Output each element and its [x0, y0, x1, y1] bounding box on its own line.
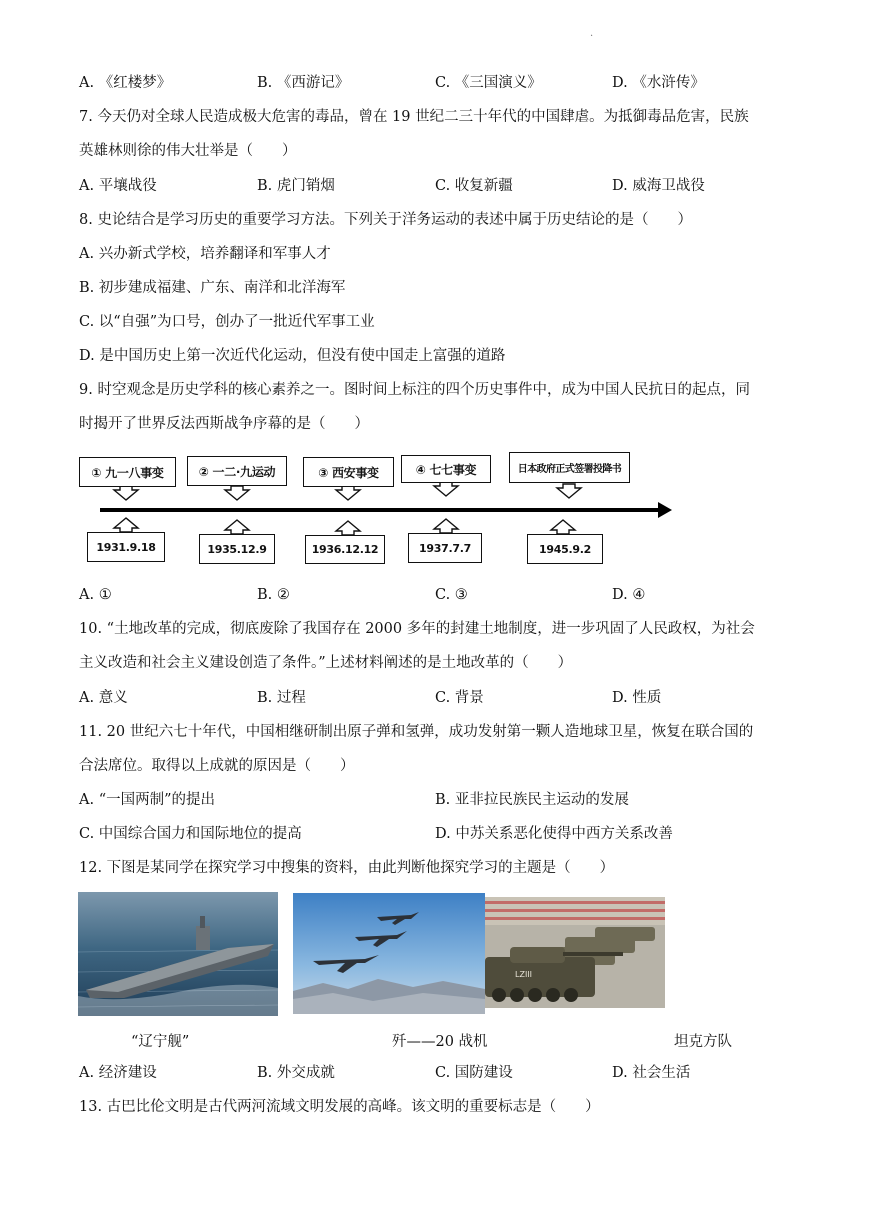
q11-stem-line1: 11. 20 世纪六七十年代，中国相继研制出原子弹和氢弹，成功发射第一颗人造地球卫星，恢复在联合国的: [79, 724, 754, 740]
q10-stem-line1: 10. “土地改革的完成，彻底废除了我国存在 2000 多年的封建土地制度，进一步巩固了人民政权，为社会: [79, 621, 755, 637]
up-arrow-1: [114, 518, 138, 532]
q9-option-b: B. ②: [257, 587, 290, 603]
up-arrow-2: [225, 520, 249, 534]
q8-stem: 8. 史论结合是学习历史的重要学习方法。下列关于洋务运动的表述中属于历史结论的是（ ）: [79, 212, 692, 228]
caption-liaoning: “辽宁舰”: [131, 1034, 190, 1050]
q9-stem-line1: 9. 时空观念是历史学科的核心素养之一。图时间上标注的四个历史事件中，成为中国人民抗日的起点，同: [79, 382, 750, 398]
q6-option-a: A. 《红楼梦》: [79, 75, 172, 91]
tank-marking: LZIII: [515, 970, 533, 979]
q7-stem-line1: 7. 今天仍对全球人民造成极大危害的毒品，曾在 19 世纪二三十年代的中国肆虐。为抵御毒品危害，民族: [79, 109, 749, 125]
timeline-date-1: 1931.9.18: [87, 532, 165, 562]
photo-tank-formation: [485, 897, 665, 1008]
q8-option-a: A. 兴办新式学校，培养翻译和军事人才: [79, 246, 331, 262]
timeline-event-2: ② 一二·九运动: [187, 456, 287, 486]
q10-option-b: B. 过程: [257, 690, 306, 706]
down-arrow-5: [557, 484, 581, 498]
timeline-date-5: 1945.9.2: [527, 534, 603, 564]
q10-stem-line2: 主义改造和社会主义建设创造了条件。”上述材料阐述的是土地改革的（ ）: [79, 655, 573, 671]
q8-option-d: D. 是中国历史上第一次近代化运动，但没有使中国走上富强的道路: [79, 348, 506, 364]
q9-stem-line2: 时揭开了世界反法西斯战争序幕的是（ ）: [79, 416, 369, 432]
q11-option-d: D. 中苏关系恶化使得中西方关系改善: [435, 826, 673, 842]
timeline-event-1: ① 九一八事变: [79, 457, 176, 487]
q6-option-d: D. 《水浒传》: [612, 75, 705, 91]
q12-option-b: B. 外交成就: [257, 1065, 335, 1081]
down-arrow-4: [434, 482, 458, 496]
q7-option-c: C. 收复新疆: [435, 178, 513, 194]
q12-option-c: C. 国防建设: [435, 1065, 513, 1081]
q6-option-c: C. 《三国演义》: [435, 75, 542, 91]
timeline-event-5: 日本政府正式签署投降书: [509, 452, 630, 483]
q9-option-a: A. ①: [79, 587, 112, 603]
caption-j20: 歼——20 战机: [392, 1034, 488, 1050]
timeline-date-3: 1936.12.12: [305, 535, 385, 564]
photo-liaoning-carrier: [78, 892, 278, 1016]
down-arrow-2: [225, 486, 249, 500]
down-arrow-1: [114, 486, 138, 500]
q9-option-c: C. ③: [435, 587, 468, 603]
q13-stem: 13. 古巴比伦文明是古代两河流域文明发展的高峰。该文明的重要标志是（ ）: [79, 1099, 600, 1115]
header-mark: .: [590, 28, 594, 39]
q11-stem-line2: 合法席位。取得以上成就的原因是（ ）: [79, 758, 355, 774]
timeline-event-4: ④ 七七事变: [401, 455, 491, 483]
q8-option-c: C. 以“自强”为口号，创办了一批近代军事工业: [79, 314, 375, 330]
up-arrow-4: [434, 519, 458, 533]
q11-option-c: C. 中国综合国力和国际地位的提高: [79, 826, 302, 842]
q12-option-a: A. 经济建设: [79, 1065, 157, 1081]
timeline-date-4: 1937.7.7: [408, 533, 482, 563]
q7-stem-line2: 英雄林则徐的伟大壮举是（ ）: [79, 143, 297, 159]
q11-option-b: B. 亚非拉民族民主运动的发展: [435, 792, 629, 808]
q11-option-a: A. “一国两制”的提出: [79, 792, 216, 808]
q12-stem: 12. 下图是某同学在探究学习中搜集的资料，由此判断他探究学习的主题是（ ）: [79, 860, 615, 876]
q7-option-b: B. 虎门销烟: [257, 178, 335, 194]
timeline-date-2: 1935.12.9: [199, 534, 275, 564]
q6-option-b: B. 《西游记》: [257, 75, 350, 91]
up-arrow-5: [551, 520, 575, 534]
q10-option-a: A. 意义: [79, 690, 128, 706]
q10-option-d: D. 性质: [612, 690, 662, 706]
timeline-axis-arrowhead: [658, 502, 672, 518]
q12-option-d: D. 社会生活: [612, 1065, 691, 1081]
photo-j20-fighters: [293, 893, 485, 1014]
down-arrow-3: [336, 486, 360, 500]
q7-option-d: D. 威海卫战役: [612, 178, 705, 194]
caption-tanks: 坦克方队: [674, 1034, 732, 1050]
q10-option-c: C. 背景: [435, 690, 484, 706]
q8-option-b: B. 初步建成福建、广东、南洋和北洋海军: [79, 280, 346, 296]
timeline-event-3: ③ 西安事变: [303, 457, 394, 487]
q7-option-a: A. 平壤战役: [79, 178, 157, 194]
up-arrow-3: [336, 521, 360, 535]
q9-option-d: D. ④: [612, 587, 646, 603]
